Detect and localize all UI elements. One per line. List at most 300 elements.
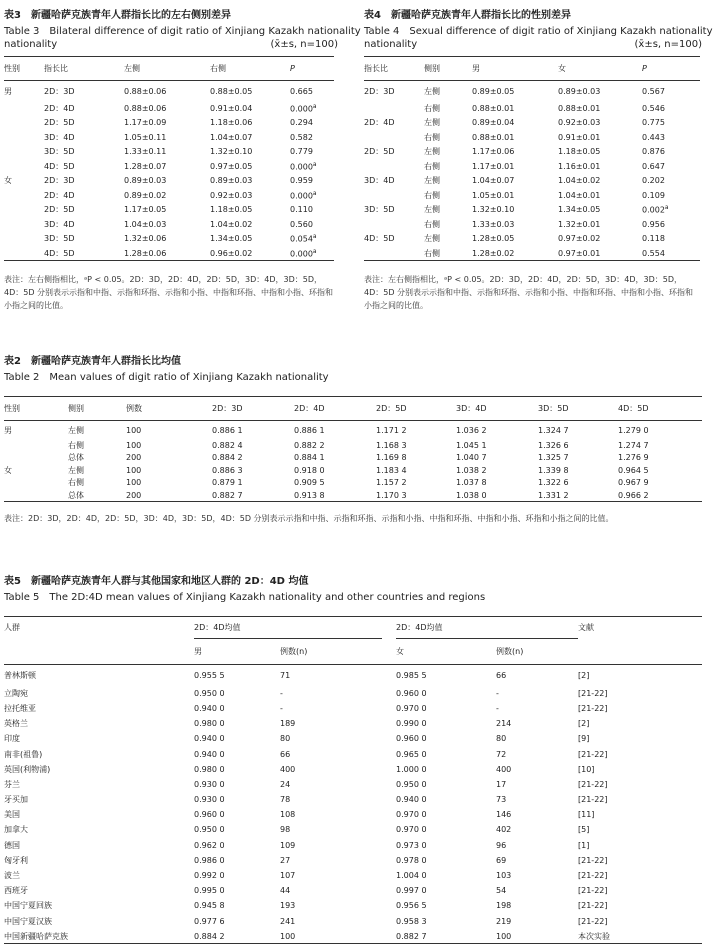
- table5-cell-text: 0.997 0: [396, 886, 427, 896]
- table5-cell: [396, 807, 496, 822]
- table3-cell-text: 2D：3D: [44, 86, 75, 96]
- table4-cell: [472, 116, 558, 131]
- table3-row: [4, 159, 334, 174]
- table5-cell: [4, 792, 194, 807]
- table2-cell-text: 0.879 1: [212, 478, 243, 488]
- table2-cell: [618, 464, 702, 477]
- table3-cell-text: 1.34±0.05: [210, 234, 253, 244]
- table3-cell: [124, 246, 210, 261]
- table4-cell: [424, 246, 472, 261]
- table3-cell: [210, 203, 290, 218]
- table4-cell: [642, 232, 700, 247]
- table2-cell: [538, 477, 618, 490]
- table5-cell-text: [5]: [578, 825, 590, 835]
- table4-cell: [364, 81, 424, 102]
- table4-row: [364, 116, 700, 131]
- table5-cell-text: 西班牙: [4, 886, 28, 896]
- table5-cell: [382, 792, 396, 807]
- table2-cell-text: 1.045 1: [456, 440, 487, 450]
- table4-row: [364, 188, 700, 203]
- table3-cell: [44, 203, 124, 218]
- table3-cell-text: 2D：5D: [44, 118, 75, 128]
- table5-cell: [194, 853, 280, 868]
- table3-cell: [44, 232, 124, 247]
- table5-cell-text: [9]: [578, 734, 590, 744]
- table3-cell: [290, 217, 334, 232]
- table2-cell: [126, 452, 212, 465]
- table2-cell: [618, 489, 702, 502]
- table3-row: [4, 246, 334, 261]
- table4-cell: [472, 159, 558, 174]
- table5-cell-text: 0.980 0: [194, 719, 225, 729]
- table4-cell-text: 0.567: [642, 86, 665, 96]
- table5-cell: [194, 868, 280, 883]
- table5-cell-text: -: [280, 703, 283, 713]
- table4-header: 指长比: [364, 64, 388, 73]
- table3-cell-text: 1.04±0.03: [124, 219, 167, 229]
- table3-cell-text: 0.582: [290, 132, 313, 142]
- table4-cell-text: 右侧: [424, 219, 440, 229]
- table5-cell-text: 0.940 0: [194, 749, 225, 759]
- table2-cell: [538, 439, 618, 452]
- table4-cell: [558, 81, 642, 102]
- table4-cell-text: 1.05±0.01: [472, 190, 515, 200]
- table5-cell-text: 0.950 0: [396, 779, 427, 789]
- table5-cell-text: 400: [496, 764, 512, 774]
- table2-block: [4, 352, 704, 525]
- table3-cell-text: 3D：5D: [44, 234, 75, 244]
- table5-cell-text: 73: [496, 795, 507, 805]
- table4-row: [364, 130, 700, 145]
- table5-cell: [496, 807, 578, 822]
- table3-superscript: a: [312, 189, 317, 197]
- table3-cell: [290, 188, 334, 203]
- table5-cell: [4, 665, 194, 686]
- table2-cell: [294, 489, 376, 502]
- table5-cell: [496, 777, 578, 792]
- table3-cell-text: 0.91±0.04: [210, 103, 253, 113]
- table3-cell: [4, 217, 44, 232]
- table2-cell-text: 1.170 3: [376, 490, 407, 500]
- table4-row: [364, 217, 700, 232]
- table4-cell: [424, 188, 472, 203]
- table5-cell: [496, 883, 578, 898]
- table5-cell: [578, 898, 702, 913]
- table5-cell-text: 0.965 0: [396, 749, 427, 759]
- table3-cell: [210, 174, 290, 189]
- table3-cell-text: 0.97±0.05: [210, 161, 253, 171]
- table3-cell: [290, 174, 334, 189]
- table4-cell-text: 1.28±0.05: [472, 234, 515, 244]
- table5-cell: [194, 731, 280, 746]
- table4-cell-text: 0.876: [642, 147, 665, 157]
- table5-cell-text: 波兰: [4, 871, 20, 881]
- table5-subheader: 例数(n): [280, 647, 308, 656]
- table5-cell: [578, 716, 702, 731]
- table5-cell-text: 189: [280, 719, 296, 729]
- table3-row: [4, 145, 334, 160]
- table3-cell: [124, 217, 210, 232]
- table5-cell: [280, 762, 382, 777]
- table4-cell-text: 右侧: [424, 132, 440, 142]
- table5-cell: [578, 853, 702, 868]
- table2-cell-text: 200: [126, 490, 142, 500]
- table4-cell: [558, 246, 642, 261]
- table5-cell: [496, 822, 578, 837]
- table2-title-cn: 表2 新疆哈萨克族青年人群指长比均值: [4, 356, 181, 367]
- table3-cell: [290, 246, 334, 261]
- table5-cell: [396, 838, 496, 853]
- table4-cell: [424, 203, 472, 218]
- table3-cell-text: 1.28±0.07: [124, 161, 167, 171]
- table4-row: [364, 101, 700, 116]
- table2-cell-text: 1.325 7: [538, 453, 569, 463]
- table2-header: 侧别: [68, 404, 84, 413]
- table2-cell: [126, 421, 212, 440]
- table2-cell: [4, 421, 68, 440]
- table5-cell-text: 0.970 0: [396, 810, 427, 820]
- table5-cell: [280, 929, 382, 944]
- table2-cell: [68, 452, 126, 465]
- table5-cell: [578, 665, 702, 686]
- table5-subheader: 女: [396, 647, 404, 656]
- table2-cell-text: 1.326 6: [538, 440, 569, 450]
- table3-cell-text: 1.04±0.02: [210, 219, 253, 229]
- table3-cell-text: 2D：4D: [44, 190, 75, 200]
- table2-cell: [212, 421, 294, 440]
- table3-cell: [210, 116, 290, 131]
- table4-cell: [424, 116, 472, 131]
- table4-row: [364, 232, 700, 247]
- table4-cell-text: 1.34±0.05: [558, 205, 601, 215]
- table3-cell: [210, 145, 290, 160]
- table2-cell-text: 1.169 8: [376, 453, 407, 463]
- table2-cell: [538, 452, 618, 465]
- table3-row: [4, 174, 334, 189]
- table3-block: [4, 6, 361, 312]
- table3-header: P: [290, 64, 295, 73]
- table5-cell-text: 107: [280, 871, 296, 881]
- table4-cell-text: 3D：4D: [364, 176, 395, 186]
- table5-cell: [382, 701, 396, 716]
- table3-cell: [124, 232, 210, 247]
- table5-cell-text: 27: [280, 855, 291, 865]
- table2-cell: [212, 464, 294, 477]
- table2-cell-text: 1.274 7: [618, 440, 649, 450]
- table2-cell-text: 100: [126, 465, 142, 475]
- table5-cell: [4, 853, 194, 868]
- table5-cell: [396, 716, 496, 731]
- table5-row: [4, 883, 702, 898]
- table4-cell-text: 0.443: [642, 132, 665, 142]
- table5-cell: [578, 883, 702, 898]
- table5-cell: [194, 929, 280, 944]
- table3-row: [4, 130, 334, 145]
- table3-cell: [44, 188, 124, 203]
- table4-cell-text: 1.28±0.02: [472, 248, 515, 258]
- table3-cell-text: 0.959: [290, 176, 313, 186]
- table5-cell-text: [21-22]: [578, 779, 608, 789]
- table5-cell: [4, 686, 194, 701]
- table2-cell-text: 1.038 2: [456, 465, 487, 475]
- table4-cell-text: 1.04±0.01: [558, 190, 601, 200]
- table5-row: [4, 914, 702, 929]
- table3-row: [4, 81, 334, 102]
- table5: [4, 616, 702, 944]
- table5-cell-text: 24: [280, 779, 291, 789]
- table4-cell: [642, 246, 700, 261]
- table2-cell-text: 0.886 3: [212, 465, 243, 475]
- table5-cell-text: 0.995 0: [194, 886, 225, 896]
- table5-cell: [280, 686, 382, 701]
- table5-row: [4, 777, 702, 792]
- table5-cell: [382, 868, 396, 883]
- table5-title-en: Table 5 The 2D:4D mean values of Xinjiang Kazakh nationality and other countries and regions: [4, 592, 486, 603]
- table5-cell: [578, 914, 702, 929]
- table5-cell-text: 0.950 0: [194, 825, 225, 835]
- table5-cell-text: 0.985 5: [396, 670, 427, 680]
- table5-cell-text: 0.950 0: [194, 688, 225, 698]
- table5-header-group: 2D：4D均值: [194, 617, 382, 639]
- table5-cell: [578, 777, 702, 792]
- table3-cell-text: 1.05±0.11: [124, 132, 167, 142]
- table2-header: 2D：4D: [294, 404, 325, 413]
- table3-cell: [4, 116, 44, 131]
- table5-cell: [194, 716, 280, 731]
- table2-header: 4D：5D: [618, 404, 649, 413]
- table4-cell-text: 左侧: [424, 205, 440, 215]
- table4-cell-text: 0.554: [642, 248, 665, 258]
- table3-cell-text: 1.32±0.10: [210, 147, 253, 157]
- table4-cell: [424, 159, 472, 174]
- table4-cell: [642, 81, 700, 102]
- table5-cell-text: 241: [280, 916, 296, 926]
- table4-cell-text: 0.956: [642, 219, 665, 229]
- table5-cell: [382, 777, 396, 792]
- table5-cell: [194, 686, 280, 701]
- table4-cell: [558, 101, 642, 116]
- table3-cell: [290, 145, 334, 160]
- table4-cell: [364, 232, 424, 247]
- table5-cell: [578, 731, 702, 746]
- table5-cell-text: 0.970 0: [396, 703, 427, 713]
- table5-header-group: 文献: [578, 623, 594, 633]
- table3-cell: [124, 81, 210, 102]
- table5-cell-text: 中国宁夏回族: [4, 901, 52, 911]
- table2-cell: [538, 421, 618, 440]
- table4-cell: [472, 232, 558, 247]
- table5-cell-text: 0.958 3: [396, 916, 427, 926]
- table2-cell: [618, 477, 702, 490]
- table3-cell: [290, 130, 334, 145]
- table5-cell: [578, 929, 702, 944]
- table5-cell: [194, 898, 280, 913]
- table5-row: [4, 853, 702, 868]
- table4-cell: [558, 145, 642, 160]
- table5-cell: [396, 822, 496, 837]
- table5-cell-text: 66: [496, 670, 507, 680]
- table4-cell: [364, 159, 424, 174]
- table3-cell: [124, 203, 210, 218]
- table4-cell: [558, 232, 642, 247]
- table5-cell-text: 印度: [4, 734, 20, 744]
- table2-cell-text: 200: [126, 453, 142, 463]
- table2-cell: [126, 489, 212, 502]
- table2-cell-text: 1.040 7: [456, 453, 487, 463]
- table2-cell: [68, 421, 126, 440]
- table4-cell: [642, 203, 700, 218]
- table2-cell-text: 0.966 2: [618, 490, 649, 500]
- table2-cell: [4, 439, 68, 452]
- table4-cell-text: 0.88±0.01: [472, 103, 515, 113]
- table5-cell: [496, 716, 578, 731]
- table2-cell-text: 左侧: [68, 465, 84, 475]
- table2-cell: [212, 439, 294, 452]
- table5-cell-text: 402: [496, 825, 512, 835]
- table4-cell: [472, 174, 558, 189]
- table5-cell-text: 本次实验: [578, 931, 610, 941]
- table3-cell: [124, 188, 210, 203]
- table3-cell-text: 男: [4, 86, 12, 96]
- table5-block: [4, 572, 704, 944]
- table5-cell: [396, 914, 496, 929]
- table3-cell: [124, 101, 210, 116]
- table3-cell: [44, 217, 124, 232]
- table3-header: 指长比: [44, 64, 68, 73]
- table3: [4, 56, 334, 261]
- table2-cell-text: 1.157 2: [376, 478, 407, 488]
- table5-cell: [496, 792, 578, 807]
- table3-row: [4, 203, 334, 218]
- table3-cell: [210, 188, 290, 203]
- table2-cell: [294, 439, 376, 452]
- table4-cell: [364, 101, 424, 116]
- table5-cell-text: 80: [496, 734, 507, 744]
- table4-cell: [472, 188, 558, 203]
- table4-block: [364, 6, 713, 312]
- table4-cell-text: 右侧: [424, 161, 440, 171]
- table2-header: 2D：5D: [376, 404, 407, 413]
- table4-cell-text: 0.91±0.01: [558, 132, 601, 142]
- table4-header: 女: [558, 64, 566, 73]
- table5-cell: [4, 731, 194, 746]
- table4-cell-text: 0.89±0.03: [558, 86, 601, 96]
- table4-cell-text: 1.32±0.10: [472, 205, 515, 215]
- table5-cell: [396, 898, 496, 913]
- table5-cell: [382, 665, 396, 686]
- table5-row: [4, 807, 702, 822]
- table2-cell-text: 女: [4, 465, 12, 475]
- table3-cell: [124, 116, 210, 131]
- table5-cell-text: 0.955 5: [194, 670, 225, 680]
- table3-cell-text: 1.33±0.11: [124, 147, 167, 157]
- table5-cell: [578, 701, 702, 716]
- table4-cell: [472, 246, 558, 261]
- table5-cell: [382, 853, 396, 868]
- table4-cell-text: 1.04±0.07: [472, 176, 515, 186]
- table3-cell-text: 0.560: [290, 219, 313, 229]
- table5-cell-text: 加拿大: [4, 825, 28, 835]
- table5-cell: [280, 898, 382, 913]
- table3-cell-text: 0.000: [290, 191, 313, 201]
- table4-cell: [364, 203, 424, 218]
- table2-cell-text: 0.918 0: [294, 465, 325, 475]
- table5-cell: [382, 929, 396, 944]
- table5-cell: [382, 716, 396, 731]
- table4-cell-text: 0.775: [642, 118, 665, 128]
- table4-cell: [364, 145, 424, 160]
- table3-cell: [44, 145, 124, 160]
- table3-cell-text: 0.92±0.03: [210, 190, 253, 200]
- table4-cell-text: 2D：4D: [364, 118, 395, 128]
- table5-cell: [4, 898, 194, 913]
- table5-cell: [496, 929, 578, 944]
- table2-cell: [68, 439, 126, 452]
- table4-header: 侧别: [424, 64, 440, 73]
- table4-cell: [642, 217, 700, 232]
- table2-cell-text: 1.038 0: [456, 490, 487, 500]
- table4-cell-text: 0.89±0.05: [472, 86, 515, 96]
- table2-cell-text: 1.339 8: [538, 465, 569, 475]
- table3-cell: [210, 81, 290, 102]
- table4-cell-text: 0.647: [642, 161, 665, 171]
- table5-cell-text: 0.960 0: [194, 810, 225, 820]
- table5-cell-text: [21-22]: [578, 916, 608, 926]
- table5-cell: [382, 807, 396, 822]
- table2-cell-text: 1.279 0: [618, 425, 649, 435]
- table5-cell-text: 0.962 0: [194, 840, 225, 850]
- table4-cell: [558, 130, 642, 145]
- table4-cell: [558, 217, 642, 232]
- table2-cell-text: 0.913 8: [294, 490, 325, 500]
- table5-cell-text: 109: [280, 840, 296, 850]
- table3-superscript: a: [312, 160, 317, 168]
- table2-cell: [212, 477, 294, 490]
- table5-cell: [578, 838, 702, 853]
- table3-cell-text: 3D：4D: [44, 219, 75, 229]
- table5-cell-text: [11]: [578, 810, 595, 820]
- table3-cell: [4, 145, 44, 160]
- table5-row: [4, 731, 702, 746]
- table5-cell-text: 100: [496, 931, 512, 941]
- table5-cell-text: 219: [496, 916, 512, 926]
- table2-cell: [212, 452, 294, 465]
- table5-cell: [396, 868, 496, 883]
- table5-cell-text: 芬兰: [4, 779, 20, 789]
- table5-cell: [194, 762, 280, 777]
- table5-cell: [396, 792, 496, 807]
- table2-cell-text: 0.886 1: [212, 425, 243, 435]
- table4-cell: [424, 81, 472, 102]
- table4-cell: [364, 174, 424, 189]
- table4-cell-text: 右侧: [424, 248, 440, 258]
- table3-cell-text: 0.88±0.06: [124, 103, 167, 113]
- table5-cell: [578, 792, 702, 807]
- table3-cell: [44, 246, 124, 261]
- table3-cell-text: 2D：3D: [44, 176, 75, 186]
- table4-cell: [364, 246, 424, 261]
- table4-cell-text: 左侧: [424, 118, 440, 128]
- table2-cell: [376, 452, 456, 465]
- table3-cell-text: 3D：4D: [44, 132, 75, 142]
- table2-cell: [376, 489, 456, 502]
- table5-cell-text: 0.930 0: [194, 795, 225, 805]
- table5-row: [4, 716, 702, 731]
- table5-row: [4, 838, 702, 853]
- table5-cell: [194, 807, 280, 822]
- table4-cell: [364, 188, 424, 203]
- table5-cell-text: [2]: [578, 719, 590, 729]
